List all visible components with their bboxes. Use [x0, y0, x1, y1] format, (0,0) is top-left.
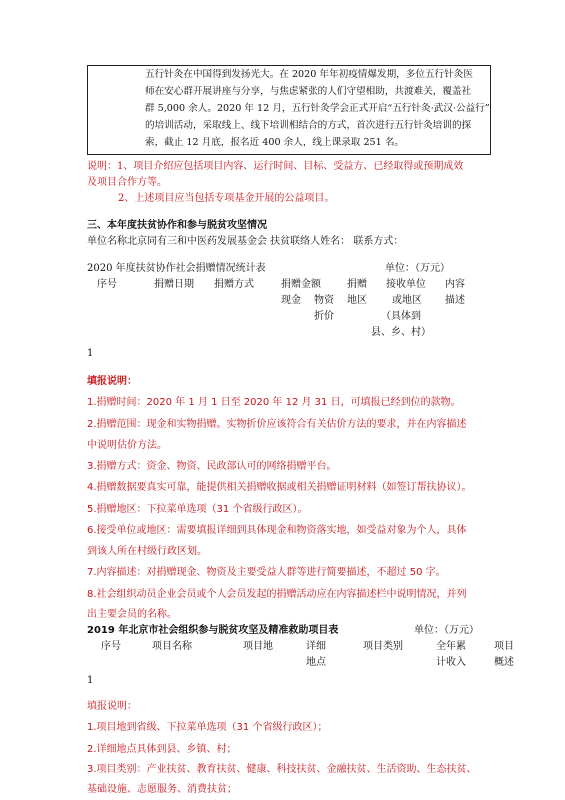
table1-title: 2020 年度扶贫协作社会捐赠情况统计表 [87, 263, 266, 274]
fill-note-2b: 中说明估价方法。 [87, 440, 167, 451]
fill-note-4: 4.捐赠数据要真实可靠，能提供相关捐赠收据或相关捐赠证明材料（如签订帮扶协议）。 [87, 482, 472, 493]
box-line-5: 索，截止 12 月底，报名近 400 余人，线上课录取 251 名。 [145, 137, 405, 148]
t2-row-1: 1 [87, 675, 94, 686]
fill-note-8: 8.社会组织动员企业会员或个人会员发起的捐赠活动应在内容描述栏中说明情况，并列 [87, 589, 467, 600]
t1-col-date: 捐赠日期 [154, 279, 194, 290]
fill-note-7: 7.内容描述：对捐赠现金、物资及主要受益人群等进行简要描述，不超过 50 字。 [87, 567, 446, 578]
t1-col-goods: 物资 [314, 295, 334, 306]
t1-row-1: 1 [87, 348, 94, 359]
fill-note-6b: 到该人所在村级行政区划。 [87, 546, 207, 557]
note-line-3: 2、上述项目应当包括专项基金开展的公益项目。 [118, 193, 335, 204]
box-line-1: 五行针灸在中国得到发扬光大。在 2020 年年初疫情爆发期，多位五行针灸医 [145, 69, 473, 80]
box-line-2: 师在安心群开展讲座与分享，与焦虑紧张的人们守望相助，共渡难关，覆盖社 [145, 86, 472, 97]
t1-col-cash: 现金 [281, 295, 301, 306]
section-heading: 三、本年度扶贫协作和参与脱贫攻坚情况 [87, 220, 267, 231]
t2-col-detail2: 地点 [306, 657, 326, 668]
table2-title: 2019 年北京市社会组织参与脱贫攻坚及精准救助项目表 [87, 625, 339, 636]
t1-col-desc2: 描述 [445, 295, 465, 306]
t2-col-detail: 详细 [306, 641, 326, 652]
t2-col-no: 序号 [101, 641, 121, 652]
fill-note2-3b: 基础设施、志愿服务、消费扶贫； [87, 784, 237, 795]
t1-col-desc: 内容 [445, 279, 465, 290]
t1-col-method: 捐赠方式 [214, 279, 254, 290]
table1-unit: 单位：（万元） [385, 263, 450, 274]
t1-col-recipient: 接收单位 [386, 279, 426, 290]
t2-col-total2: 计收入 [436, 657, 466, 668]
table2-unit: 单位：（万元） [414, 625, 479, 636]
t2-col-place: 项目地 [243, 641, 273, 652]
t1-col-recipient2: 或地区 [392, 295, 422, 306]
t1-col-region: 捐赠 [347, 279, 367, 290]
t1-col-no: 序号 [97, 279, 117, 290]
t2-col-total: 全年累 [436, 641, 466, 652]
t1-col-goods2: 折价 [314, 311, 334, 322]
t2-col-type: 项目类别 [363, 641, 403, 652]
t2-col-name: 项目名称 [152, 641, 192, 652]
t1-col-region2: 地区 [347, 295, 367, 306]
fill-note2-3: 3.项目类别：产业扶贫、教育扶贫、健康、科技扶贫、金融扶贫、生活资助、生态扶贫、 [87, 764, 477, 775]
fill-note2-1: 1.项目地到省级、下拉菜单选项（31 个省级行政区）； [87, 722, 328, 733]
box-line-3: 群 5,000 余人。2020 年 12 月，五行针灸学会正式开启“五行针灸·武汉·公益行” [145, 103, 490, 114]
t2-col-overview: 项目 [494, 641, 514, 652]
note-line-2: 及项目合作方等。 [87, 177, 167, 188]
fill-note-5: 5.捐赠地区：下拉菜单选项（31 个省级行政区）。 [87, 504, 308, 515]
fill-note-8b: 出主要会员的名称。 [87, 609, 177, 620]
t1-col-recipient4: 县、乡、村） [371, 327, 431, 338]
fill-note-3: 3.捐赠方式：资金、物资、民政部认可的网络捐赠平台。 [87, 461, 337, 472]
fill-note-1: 1.捐赠时间：2020 年 1 月 1 日至 2020 年 12 月 31 日，可填报已经到位的款物。 [87, 397, 461, 408]
note-line-1: 说明：1、项目介绍应包括项目内容、运行时间、目标、受益方、已经取得或预期成效 [87, 161, 464, 172]
t2-col-overview2: 概述 [494, 657, 514, 668]
fill-note-2: 2.捐赠范围：现金和实物捐赠。实物折价应该符合有关估价方法的要求，并在内容描述 [87, 419, 467, 430]
box-line-4: 的培训活动，采取线上、线下培训相结合的方式，首次进行五行针灸培训的探 [145, 120, 472, 131]
fill-note-6: 6.接受单位或地区：需要填报详细到具体现金和物资落实地，如受益对象为个人，具体 [87, 525, 467, 536]
unit-info-line: 单位名称北京同有三和中医药发展基金会 扶贫联络人姓名： 联系方式： [87, 236, 404, 247]
fill-notes-title: 填报说明： [87, 376, 137, 387]
fill-notes2-title: 填报说明： [87, 701, 137, 712]
t1-col-amount: 捐赠金额 [281, 279, 321, 290]
fill-note2-2: 2.详细地点具体到县、乡镇、村； [87, 744, 237, 755]
t1-col-recipient3: （具体到 [381, 311, 421, 322]
